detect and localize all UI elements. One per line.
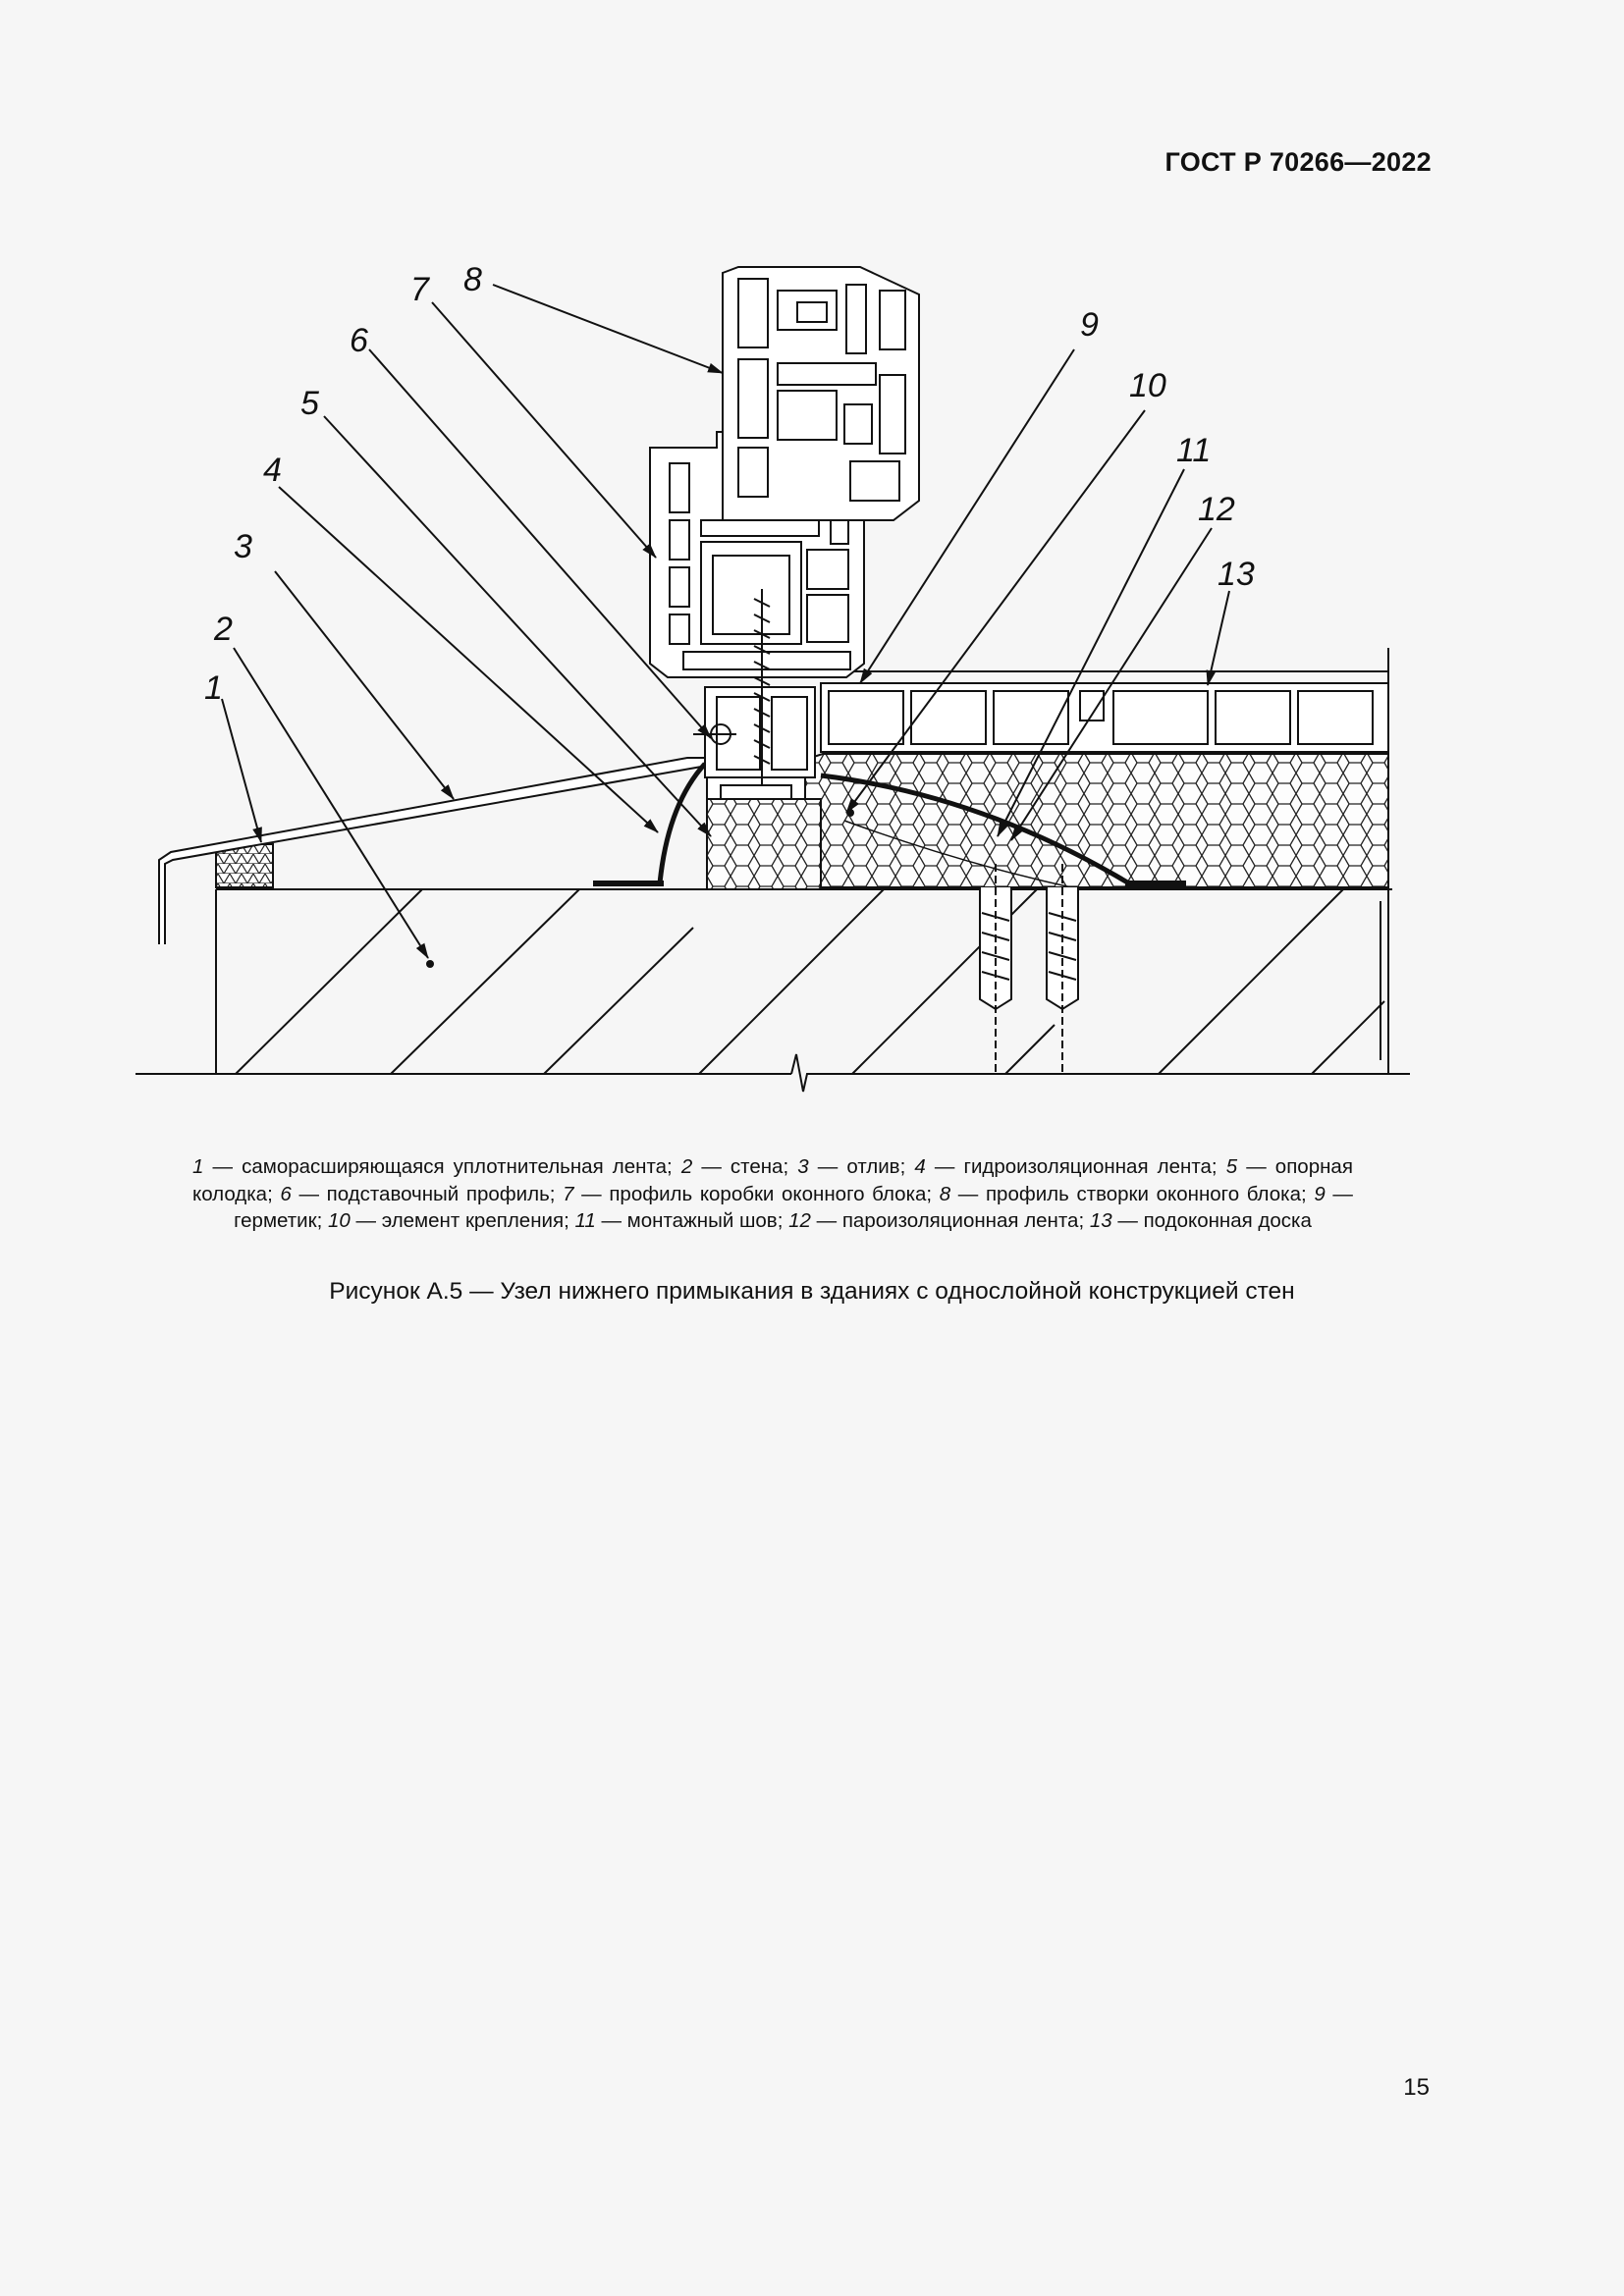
anchor-dowels	[980, 864, 1078, 1074]
legend-num: 11	[574, 1209, 596, 1232]
legend-num: 12	[788, 1209, 811, 1232]
callout-12: 12	[1198, 491, 1235, 528]
window-sash-profile	[723, 267, 919, 520]
legend-num: 4	[914, 1155, 926, 1178]
legend-num: 3	[797, 1155, 809, 1178]
legend-text: профиль коробки оконного блока	[609, 1182, 927, 1205]
wall	[135, 889, 1410, 1092]
figure-legend: 1 — саморасширяющаяся уплотнительная лента; 2 — стена; 3 — отлив; 4 — гидроизоляционная лента; 5 — опорная колодка; 6 — подставочный профиль; 7 — профиль коробки оконного блока; 8 — профиль створки оконного блока; 9 — герметик; 10 — элемент крепления; 11 — монтажный шов; 12 — пароизоляционная лента; 13 — подоконная доска	[192, 1155, 1353, 1232]
figure-caption: Рисунок А.5 — Узел нижнего примыкания в зданиях с однослойной конструкцией стен	[329, 1278, 1295, 1305]
legend-text: гидроизоляционная лента	[963, 1155, 1212, 1178]
legend-text: пароизоляционная лента	[841, 1209, 1079, 1232]
callout-10: 10	[1129, 367, 1166, 404]
legend-num: 10	[327, 1209, 351, 1232]
callout-7: 7	[410, 271, 429, 308]
callout-5: 5	[300, 385, 319, 422]
callout-11: 11	[1176, 432, 1212, 469]
legend-num: 13	[1089, 1209, 1112, 1232]
legend-num: 9	[1314, 1182, 1326, 1205]
legend-text: опорная колодка	[192, 1155, 1353, 1205]
legend-num: 5	[1225, 1155, 1238, 1178]
legend-num: 2	[680, 1155, 693, 1178]
wall-dot	[426, 960, 434, 968]
legend-text: герметик	[234, 1209, 317, 1232]
callout-1: 1	[204, 669, 223, 707]
legend-num: 6	[280, 1182, 292, 1205]
legend-text: монтажный шов	[626, 1209, 778, 1232]
legend-text: отлив	[846, 1155, 900, 1178]
legend-text: элемент крепления	[381, 1209, 565, 1232]
legend-num: 8	[939, 1182, 951, 1205]
callout-9: 9	[1080, 306, 1099, 344]
technical-drawing	[0, 0, 1624, 1139]
window-sill-board	[821, 648, 1388, 754]
callout-6: 6	[350, 322, 368, 359]
legend-text: подставочный профиль	[326, 1182, 550, 1205]
legend-num: 7	[563, 1182, 574, 1205]
legend-text: подоконная доска	[1143, 1209, 1312, 1232]
standard-number: ГОСТ Р 70266—2022	[1164, 147, 1432, 177]
legend-num: 1	[192, 1155, 204, 1178]
page-number: 15	[1403, 2074, 1430, 2101]
legend-text: профиль створки оконного блока	[985, 1182, 1301, 1205]
callout-13: 13	[1218, 556, 1255, 593]
legend-text: саморасширяющаяся уплотнительная лента	[242, 1155, 668, 1178]
callout-8: 8	[463, 261, 482, 298]
support-block	[707, 799, 821, 889]
legend-text: стена	[730, 1155, 784, 1178]
callout-2: 2	[214, 611, 233, 648]
callout-4: 4	[263, 452, 282, 489]
callout-3: 3	[234, 528, 252, 565]
